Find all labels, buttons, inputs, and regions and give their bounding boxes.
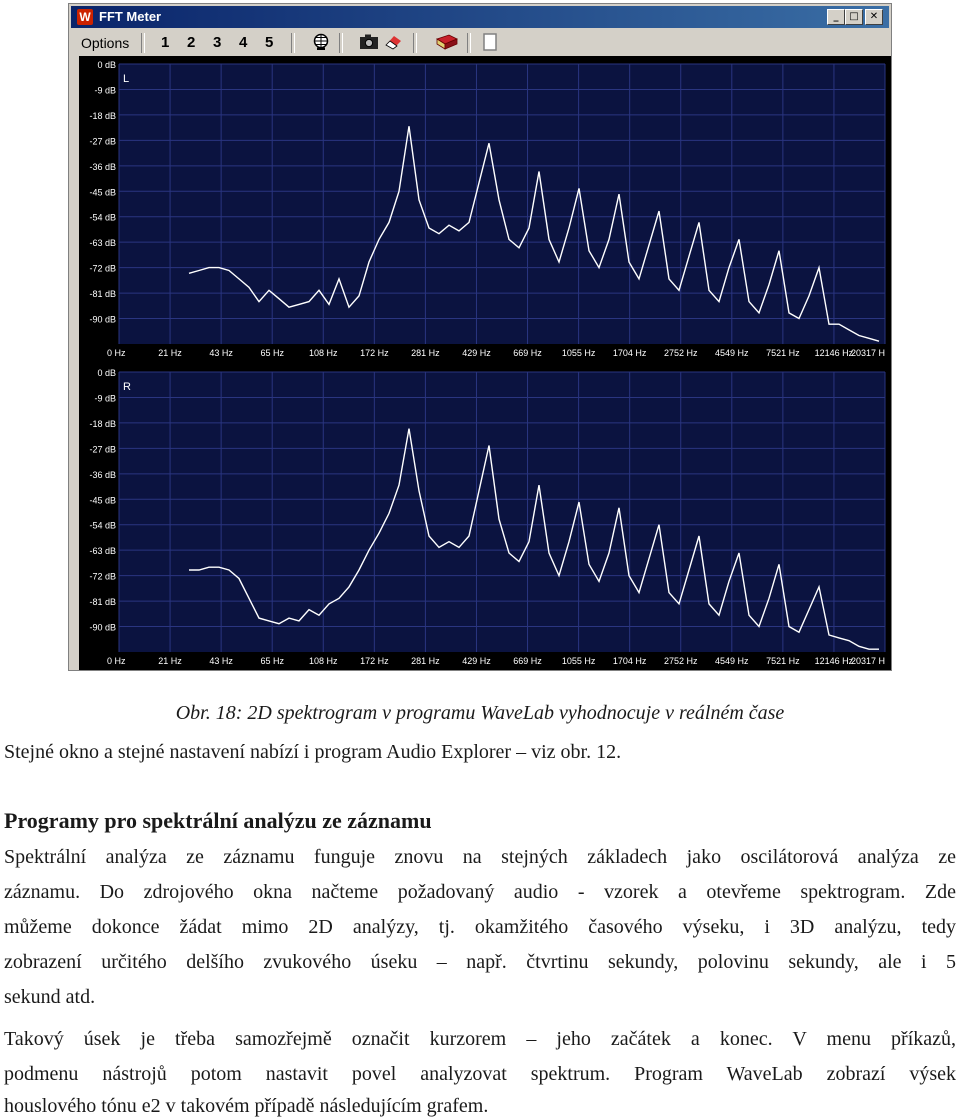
paragraph1-line: záznamu. Do zdrojového okna načteme požadovaný audio - vzorek a otevřeme spektrogram. Zde xyxy=(4,881,956,903)
x-tick-label: 429 Hz xyxy=(462,656,491,666)
intro-line: Stejné okno a stejné nastavení nabízí i program Audio Explorer – viz obr. 12. xyxy=(4,741,622,763)
spectrum-plot-background xyxy=(119,64,885,344)
camera-icon[interactable] xyxy=(359,33,379,51)
y-tick-label: -36 dB xyxy=(89,161,116,172)
paragraph2-line: houslového tónu e2 v takovém případě následujícím grafem. xyxy=(4,1095,489,1117)
x-tick-label: 108 Hz xyxy=(309,348,338,358)
y-tick-label: -63 dB xyxy=(89,238,116,249)
spectrum-plot-area xyxy=(79,56,891,670)
x-tick-label: 172 Hz xyxy=(360,348,389,358)
preset-1-button[interactable]: 1 xyxy=(161,34,170,51)
title-bar[interactable] xyxy=(71,6,889,28)
minimize-button[interactable]: _ xyxy=(827,9,845,25)
paragraph2-line: podmenu nástrojů potom nastavit povel analyzovat spektrum. Program WaveLab zobrazí výsek xyxy=(4,1063,956,1085)
close-button[interactable]: ✕ xyxy=(865,9,883,25)
book-icon[interactable] xyxy=(435,33,459,51)
section-heading: Programy pro spektrální analýzu ze záznamu xyxy=(4,808,432,833)
globe-icon[interactable] xyxy=(311,33,331,51)
y-tick-label: -81 dB xyxy=(89,597,116,608)
x-tick-label: 7521 Hz xyxy=(766,656,800,666)
x-tick-label: 669 Hz xyxy=(513,656,542,666)
x-tick-label: 0 Hz xyxy=(107,656,126,666)
paragraph1-line: sekund atd. xyxy=(4,986,96,1008)
y-tick-label: -45 dB xyxy=(89,187,116,198)
preset-2-button[interactable]: 2 xyxy=(187,34,196,51)
maximize-button[interactable]: □ xyxy=(845,9,863,25)
toolbar-separator xyxy=(291,33,295,53)
x-tick-label: 43 Hz xyxy=(209,656,233,666)
y-tick-label: -54 dB xyxy=(89,212,116,223)
toolbar xyxy=(71,30,889,56)
x-tick-label: 21 Hz xyxy=(158,348,182,358)
toolbar-separator xyxy=(467,33,471,53)
y-tick-label: -27 dB xyxy=(89,444,116,455)
paragraph2-line: Takový úsek je třeba samozřejmě označit kurzorem – jeho začátek a konec. V menu příkazů, xyxy=(4,1028,956,1050)
y-tick-label: -90 dB xyxy=(89,314,116,325)
window-title: FFT Meter xyxy=(99,9,162,24)
x-tick-label: 43 Hz xyxy=(209,348,233,358)
y-tick-label: 0 dB xyxy=(97,368,116,378)
y-tick-label: -18 dB xyxy=(89,110,116,121)
x-tick-label: 108 Hz xyxy=(309,656,338,666)
checkbox-icon[interactable] xyxy=(483,33,497,51)
toolbar-separator xyxy=(141,33,145,53)
x-tick-label: 429 Hz xyxy=(462,348,491,358)
x-tick-label: 20317 H xyxy=(850,656,885,666)
x-tick-label: 7521 Hz xyxy=(766,348,800,358)
y-tick-label: -36 dB xyxy=(89,469,116,480)
x-tick-label: 12146 Hz xyxy=(814,656,854,666)
x-tick-label: 1055 Hz xyxy=(561,656,596,666)
wavelab-logo-icon: W xyxy=(77,9,93,25)
x-tick-label: 65 Hz xyxy=(260,348,284,358)
y-tick-label: -27 dB xyxy=(89,136,116,147)
x-tick-label: 281 Hz xyxy=(411,656,440,666)
paragraph1-line: Spektrální analýza ze záznamu funguje znovu na stejných základech jako oscilátorová analýza ze xyxy=(4,846,956,868)
y-tick-label: -81 dB xyxy=(89,289,116,300)
paragraph1-line: můžeme dokonce žádat mimo 2D analýzy, tj. okamžitého časového výseku, i 3D analýzu, tedy xyxy=(4,916,956,938)
x-tick-label: 1704 Hz xyxy=(612,348,647,358)
y-tick-label: -18 dB xyxy=(89,418,116,429)
x-tick-label: 21 Hz xyxy=(158,656,182,666)
options-menu[interactable]: Options xyxy=(81,35,130,51)
x-tick-label: 4549 Hz xyxy=(715,348,749,358)
y-tick-label: -72 dB xyxy=(89,263,116,274)
x-tick-label: 0 Hz xyxy=(107,348,126,358)
x-tick-label: 12146 Hz xyxy=(814,348,854,358)
x-tick-label: 2752 Hz xyxy=(663,348,698,358)
x-tick-label: 20317 H xyxy=(850,348,885,358)
x-tick-label: 281 Hz xyxy=(411,348,440,358)
fft-meter-window xyxy=(68,3,892,671)
x-tick-label: 669 Hz xyxy=(513,348,542,358)
x-tick-label: 1704 Hz xyxy=(612,656,647,666)
x-tick-label: 2752 Hz xyxy=(663,656,698,666)
spectrum-plot-background xyxy=(119,372,885,652)
y-tick-label: -54 dB xyxy=(89,520,116,531)
y-tick-label: -90 dB xyxy=(89,622,116,633)
x-tick-label: 1055 Hz xyxy=(561,348,596,358)
x-tick-label: 65 Hz xyxy=(260,656,284,666)
toolbar-separator xyxy=(413,33,417,53)
eraser-icon[interactable] xyxy=(383,33,403,51)
x-tick-label: 172 Hz xyxy=(360,656,389,666)
spectrum-charts xyxy=(79,56,891,670)
y-tick-label: -9 dB xyxy=(94,85,116,96)
y-tick-label: -45 dB xyxy=(89,495,116,506)
x-tick-label: 4549 Hz xyxy=(715,656,749,666)
paragraph1-line: zobrazení určitého delšího zvukového úseku – např. čtvrtinu sekundy, polovinu sekundy, ale i 5 xyxy=(4,951,956,973)
channel-label: R xyxy=(123,381,131,393)
preset-4-button[interactable]: 4 xyxy=(239,34,248,51)
channel-label: L xyxy=(123,73,130,85)
y-tick-label: 0 dB xyxy=(97,60,116,70)
preset-3-button[interactable]: 3 xyxy=(213,34,222,51)
preset-5-button[interactable]: 5 xyxy=(265,34,274,51)
y-tick-label: -72 dB xyxy=(89,571,116,582)
toolbar-separator xyxy=(339,33,343,53)
y-tick-label: -9 dB xyxy=(94,393,116,404)
y-tick-label: -63 dB xyxy=(89,546,116,557)
figure-caption: Obr. 18: 2D spektrogram v programu WaveLab vyhodnocuje v reálném čase xyxy=(175,702,785,724)
